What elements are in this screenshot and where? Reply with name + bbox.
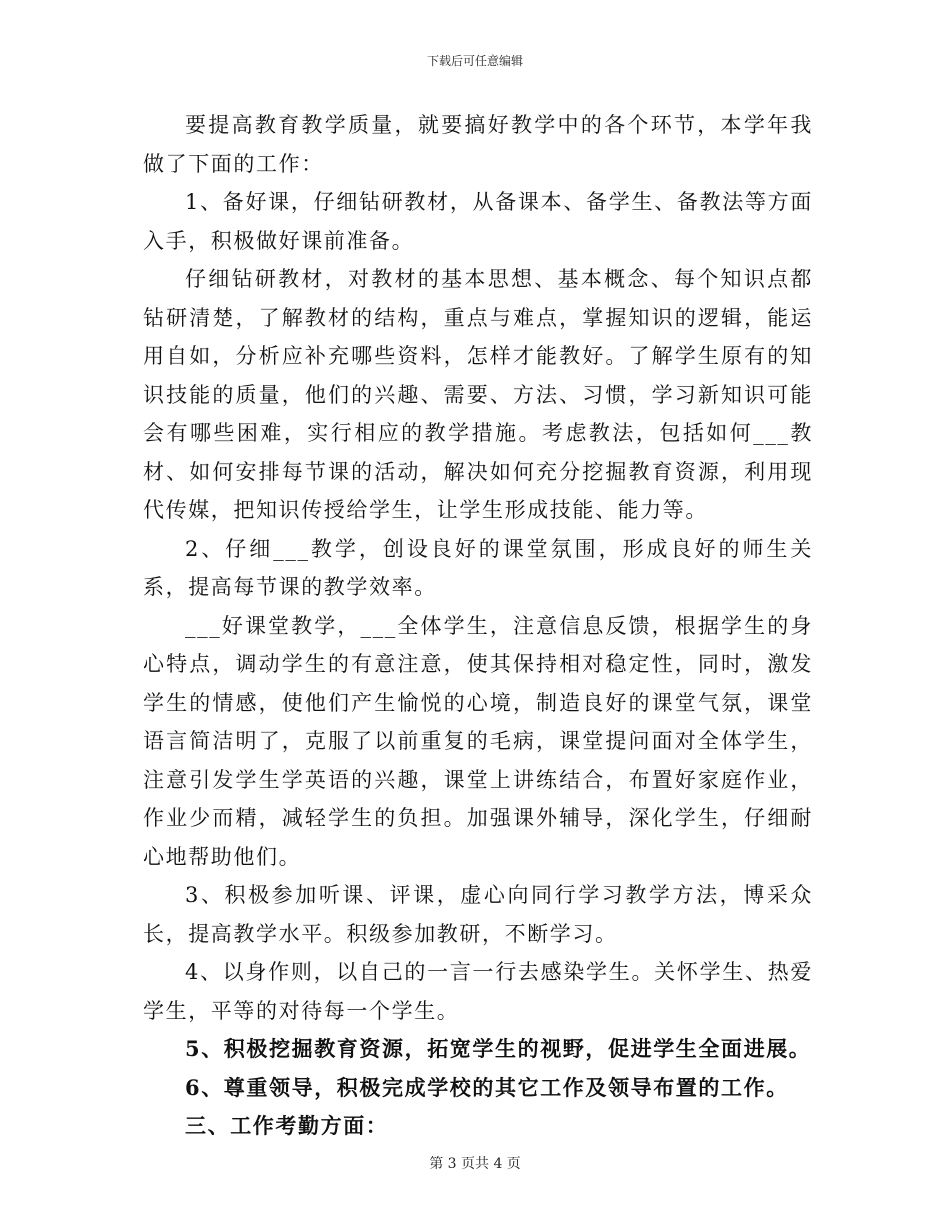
paragraph-intro: 要提高教育教学质量，就要搞好教学中的各个环节，本学年我做了下面的工作： — [143, 113, 813, 176]
document-body — [143, 106, 813, 1146]
section-heading-attendance: 三、工作考勤方面： — [185, 1113, 389, 1138]
page-footer: 第 3 页共 4 页 — [429, 1156, 521, 1172]
paragraph-item-5: 5、积极挖掘教育资源，拓宽学生的视野，促进学生全面进展。 — [185, 1036, 812, 1061]
paragraph-item-2-detail: ___好课堂教学，___全体学生，注意信息反馈，根据学生的身心特点，调动学生的有意注意，使其保持相对稳定性，同时，激发学生的情感，使他们产生愉悦的心境，制造良好的课堂气氛，课堂语言简洁明了，克服了以前重复的毛病，课堂提问面对全体学生，注意引发学生学英语的兴趣，课堂上讲练结合，布置好家庭作业，作业少而精，减轻学生的负担。加强课外辅导，深化学生，仔细耐心地帮助他们。 — [143, 613, 813, 869]
paragraph-item-1: 1、备好课，仔细钻研教材，从备课本、备学生、备教法等方面入手，积极做好课前准备。 — [143, 190, 813, 253]
paragraph-item-3: 3、积极参加听课、评课，虚心向同行学习教学方法，博采众长，提高教学水平。积级参加教研，不断学习。 — [143, 883, 813, 946]
page-header: 下载后可任意编辑 — [426, 54, 523, 68]
paragraph-item-1-detail: 仔细钻研教材，对教材的基本思想、基本概念、每个知识点都钻研清楚，了解教材的结构，重点与难点，掌握知识的逻辑，能运用自如，分析应补充哪些资料，怎样才能教好。了解学生原有的知识技能的质量，他们的兴趣、需要、方法、习惯，学习新知识可能会有哪些困难，实行相应的教学措施。考虑教法，包括如何___教材、如何安排每节课的活动，解决如何充分挖掘教育资源，利用现代传媒，把知识传授给学生，让学生形成技能、能力等。 — [143, 267, 813, 522]
paragraph-item-4: 4、以身作则，以自己的一言一行去感染学生。关怀学生、热爱学生，平等的对待每一个学生。 — [143, 960, 813, 1023]
paragraph-item-6: 6、尊重领导，积极完成学校的其它工作及领导布置的工作。 — [185, 1074, 789, 1100]
paragraph-item-2: 2、仔细___教学，创设良好的课堂氛围，形成良好的师生关系，提高每节课的教学效率。 — [143, 536, 813, 599]
